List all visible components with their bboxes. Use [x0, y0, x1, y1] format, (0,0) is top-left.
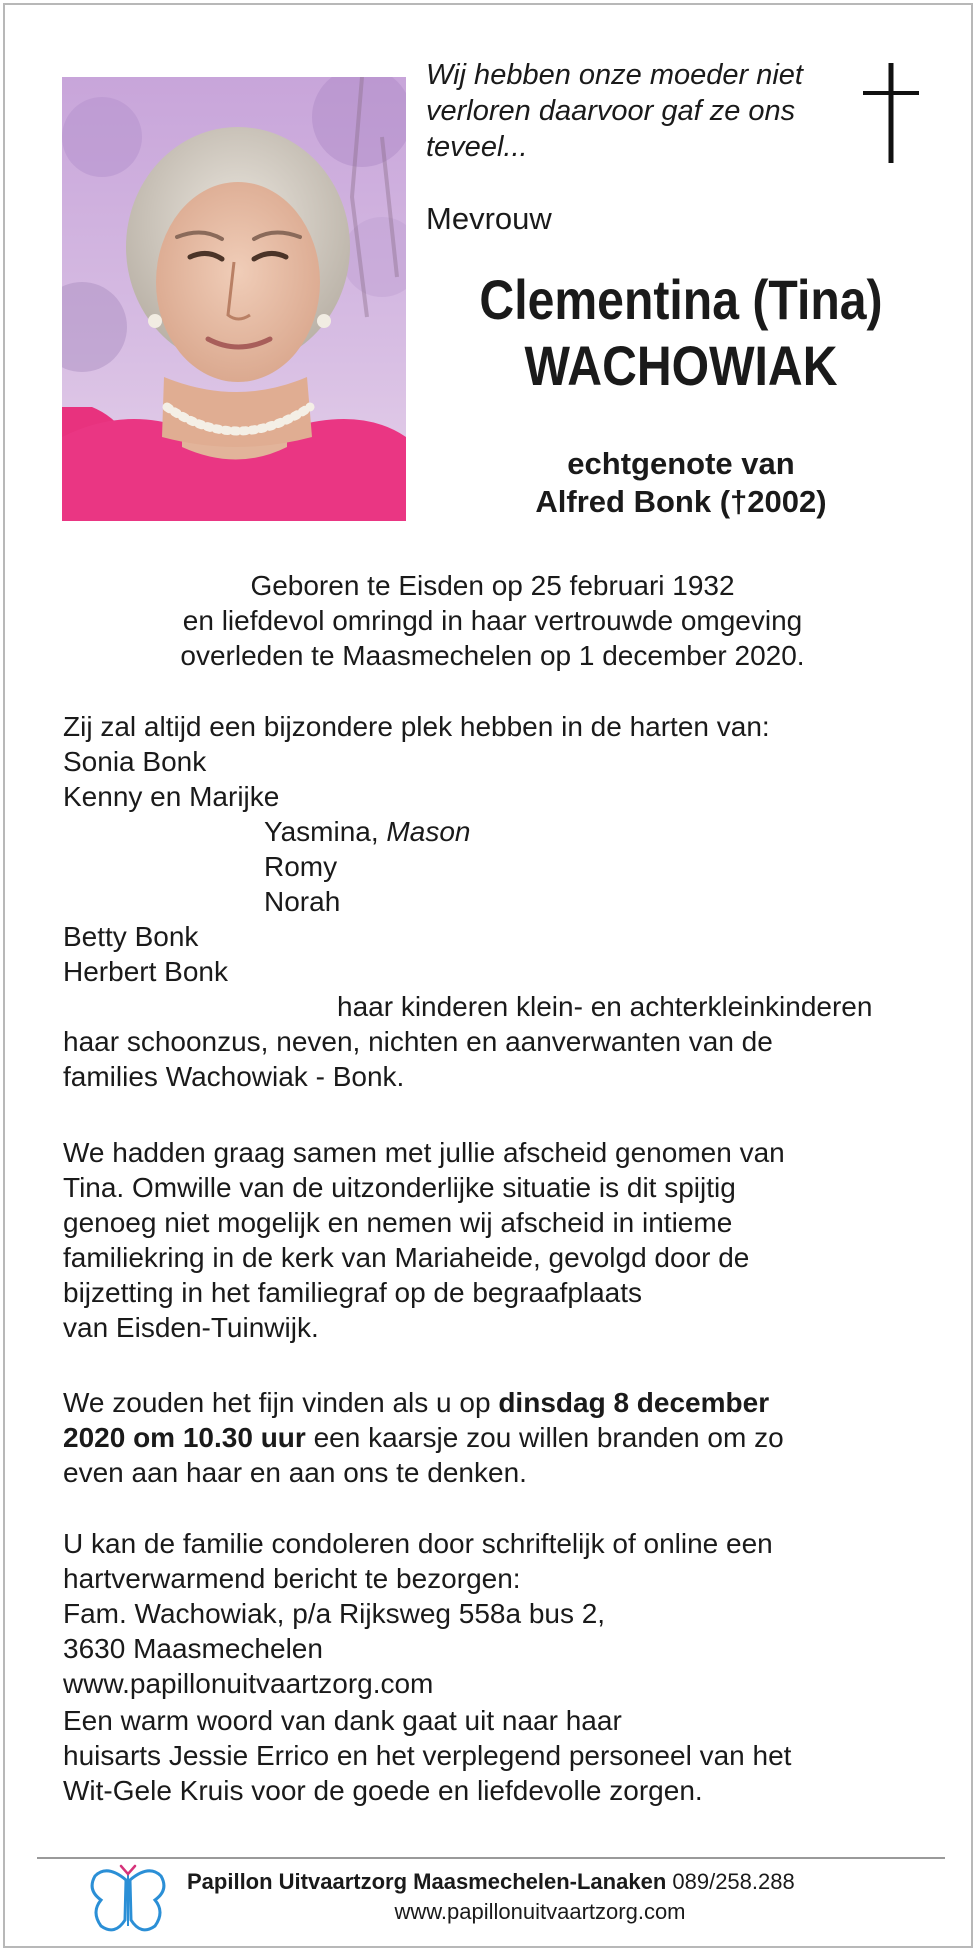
paragraph-line: Tina. Omwille van de uitzonderlijke situatie is dit spijtig: [63, 1172, 736, 1203]
salutation: Mevrouw: [426, 201, 552, 236]
paragraph-line: We hadden graag samen met jullie afscheid genomen van: [63, 1137, 785, 1168]
family-member: Kenny en Marijke: [63, 781, 280, 812]
family-member: Betty Bonk: [63, 921, 199, 952]
candle-text: een kaarsje zou willen branden om zo: [305, 1422, 784, 1453]
funeral-home-info: [187, 1868, 795, 1896]
paragraph-line: Een warm woord van dank gaat uit naar haar: [63, 1705, 622, 1736]
deceased-last-name: WACHOWIAK: [524, 334, 838, 397]
paragraph-line: huisarts Jessie Errico en het verplegend personeel van het: [63, 1740, 792, 1771]
portrait-photo: [62, 77, 406, 521]
family-extended: families Wachowiak - Bonk.: [63, 1061, 405, 1092]
family-member: Herbert Bonk: [63, 956, 228, 987]
paragraph-line: Wit-Gele Kruis voor de goede en liefdevolle zorgen.: [63, 1775, 703, 1806]
born-line: en liefdevol omringd in haar vertrouwde omgeving: [182, 605, 803, 636]
funeral-home-name: Papillon Uitvaartzorg Maasmechelen-Lanaken: [187, 1869, 667, 1894]
spouse-name: Alfred Bonk (†2002): [535, 484, 827, 519]
spouse-label: echtgenote van: [567, 446, 795, 481]
family-intro: Zij zal altijd een bijzondere plek hebben in de harten van:: [63, 711, 770, 742]
condolences-paragraph: [63, 1526, 943, 1701]
funeral-home-website[interactable]: www.papillonuitvaartzorg.com: [394, 1899, 686, 1924]
footer-divider: [37, 1857, 945, 1859]
butterfly-icon: [87, 1864, 169, 1936]
grandchild-name: Yasmina,: [264, 816, 379, 847]
paragraph-line: [63, 1385, 943, 1420]
quote-line: teveel...: [426, 131, 528, 163]
family-list: [63, 709, 943, 1094]
paragraph-line: even aan haar en aan ons te denken.: [63, 1457, 527, 1488]
deceased-name: [462, 267, 901, 399]
obituary-card: [3, 3, 973, 1948]
paragraph-line: [63, 1420, 943, 1455]
quote-line: Wij hebben onze moeder niet: [426, 59, 803, 91]
family-member: Sonia Bonk: [63, 746, 207, 777]
candle-text: We zouden het fijn vinden als u op: [63, 1387, 499, 1418]
family-extended: haar schoonzus, neven, nichten en aanverwanten van de: [63, 1026, 773, 1057]
paragraph-line: hartverwarmend bericht te bezorgen:: [63, 1563, 521, 1594]
grandchild: Norah: [264, 886, 341, 917]
thanks-paragraph: [63, 1703, 943, 1808]
candle-paragraph: [63, 1385, 943, 1490]
paragraph-line: U kan de familie condoleren door schriftelijk of online een: [63, 1528, 773, 1559]
grandchild: [63, 814, 943, 849]
greatgrandchild-name: Mason: [386, 816, 471, 847]
opening-quote: [426, 57, 846, 165]
cross-icon: [863, 63, 919, 163]
funeral-home-phone: 089/258.288: [666, 1869, 795, 1894]
family-summary: haar kinderen klein- en achterkleinkinderen: [337, 991, 873, 1022]
farewell-paragraph: [63, 1135, 943, 1345]
grandchild: Romy: [264, 851, 338, 882]
address-line: Fam. Wachowiak, p/a Rijksweg 558a bus 2,: [63, 1598, 606, 1629]
spouse-info: [426, 445, 936, 521]
deceased-first-name: Clementina (Tina): [479, 268, 883, 331]
paragraph-line: bijzetting in het familiegraf op de begraafplaats: [63, 1277, 643, 1308]
quote-line: verloren daarvoor gaf ze ons: [426, 95, 796, 127]
candle-time: 2020 om 10.30 uur: [63, 1422, 306, 1453]
paragraph-line: familiekring in de kerk van Mariaheide, gevolgd door de: [63, 1242, 750, 1273]
candle-date: dinsdag 8 december: [498, 1387, 770, 1418]
website-link[interactable]: www.papillonuitvaartzorg.com: [63, 1668, 434, 1699]
born-line: overleden te Maasmechelen op 1 december 2020.: [180, 640, 805, 671]
birth-death-info: [65, 568, 920, 673]
address-line: 3630 Maasmechelen: [63, 1633, 323, 1664]
paragraph-line: genoeg niet mogelijk en nemen wij afscheid in intieme: [63, 1207, 733, 1238]
born-line: Geboren te Eisden op 25 februari 1932: [250, 570, 735, 601]
paragraph-line: van Eisden-Tuinwijk.: [63, 1312, 319, 1343]
